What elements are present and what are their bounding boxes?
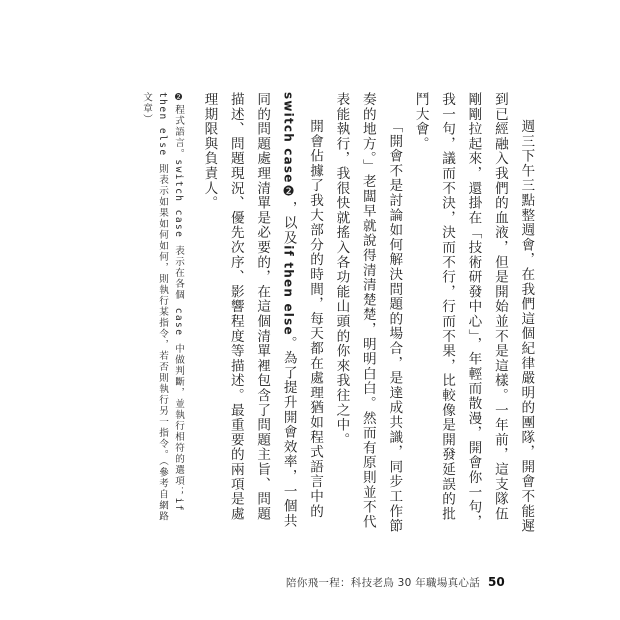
if-then-else-term: if then else xyxy=(281,245,296,336)
footnote-reference: ❷ xyxy=(280,183,297,201)
paragraph-3-part-a: 開會佔據了我大部分的時間，每天都在處理猶如程式語言中的 xyxy=(307,119,324,519)
switch-case-term: switch case xyxy=(281,92,296,184)
book-title: 陪你飛一程：科技老鳥 30 年職場真心話 xyxy=(286,577,481,589)
paragraph-2: 「開會不是討論如何解決問題的場合，是達成共識，同步工作節奏的地方。」老闆早就說得清清楚楚，明明白白。然而有原則並不代表能執行，我很快就搖入各功能山頭的你來我往之中。 xyxy=(333,92,403,534)
paragraph-1: 週三下午三點整週會，在我們這個紀律嚴明的團隊，開會不能遲到已經融入我們的血液，但是開始並不是這樣。一年前，這支隊伍剛剛拉起來，還掛在「技術研發中心」，年輕而散漫，開會你一句，我一句，議而不決，決而不行，行而不果，比較像是開發延誤的批鬥大會。 xyxy=(412,92,535,534)
footnote-mark: ❷ xyxy=(173,92,184,105)
paragraph-3 xyxy=(196,92,328,534)
body-text xyxy=(196,92,539,534)
footnote-text: 程式語言。switch case 表示在各個 case 中做判斷，並執行相符的選項；if then else 則表示如果如何如何，則執行某指令，若否則執行另一指令。（參考自網路文章） xyxy=(141,92,184,522)
paragraph-3-part-b: ，以及 xyxy=(280,200,297,246)
page-number: 50 xyxy=(488,575,505,589)
paragraph-3-part-c: 。為了提升開會效率，一個共同的問題處理清單是必要的，在這個清單裡包含了問題主旨、問題描述、問題現況、優先次序、影響程度等描述。最重要的兩項是處理期限與負責人。 xyxy=(201,92,297,529)
footnote xyxy=(138,92,186,524)
running-footer xyxy=(286,575,505,590)
